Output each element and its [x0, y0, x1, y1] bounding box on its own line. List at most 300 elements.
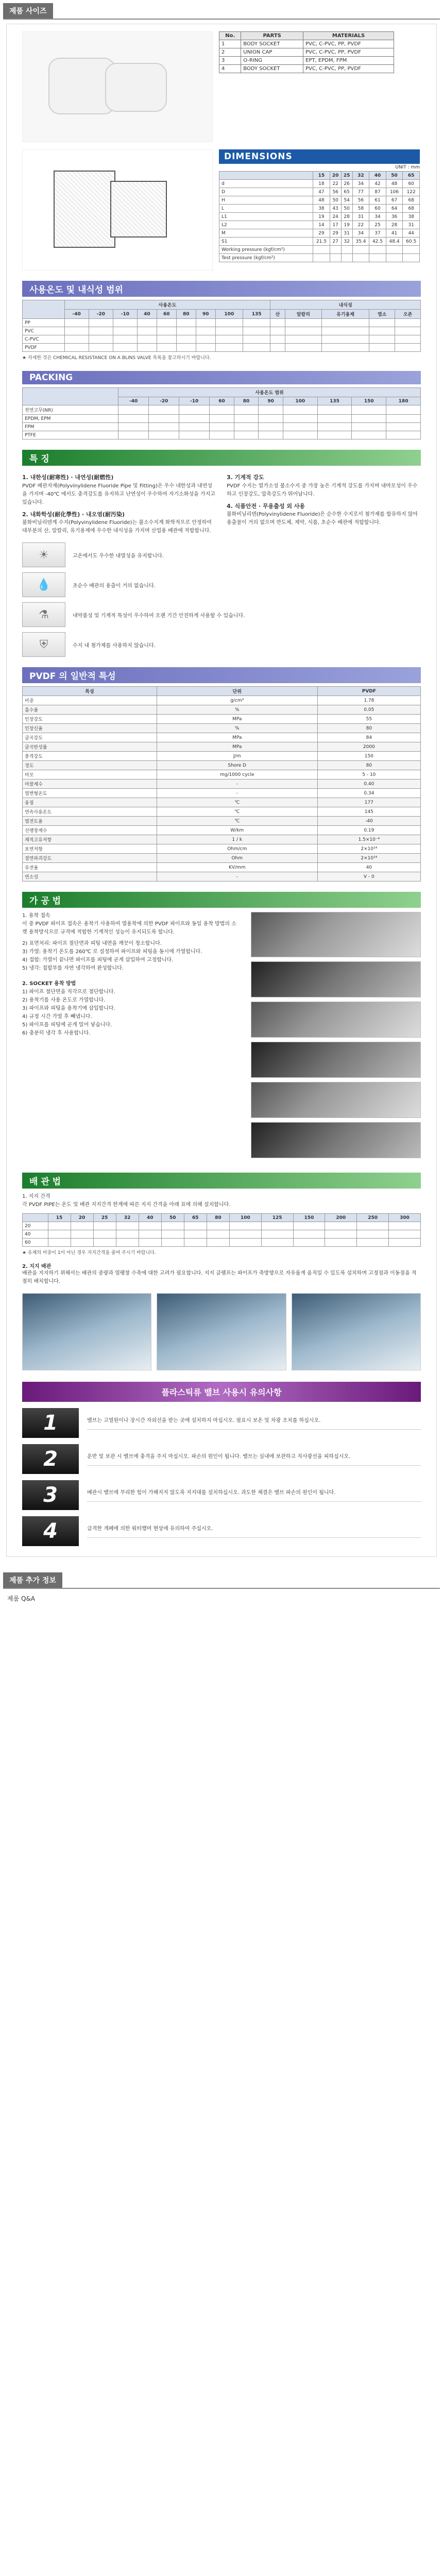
dim-row-label: H: [219, 196, 313, 205]
table-cell: [207, 1222, 229, 1230]
prop-name: 연소성: [23, 872, 157, 882]
table-cell: [395, 344, 421, 352]
table-cell: [330, 246, 341, 254]
packing-temp-col: 60: [210, 397, 234, 405]
table-cell: 48.4: [386, 238, 403, 246]
table-cell: [149, 415, 179, 423]
method-step: 2) 표면처리: 파이프 절단면과 피팅 내면을 깨끗이 청소합니다.: [22, 941, 162, 947]
socket-step: 6) 충분히 냉각 후 사용합니다.: [22, 1030, 91, 1037]
table-cell: [89, 344, 113, 352]
table-row: [23, 423, 421, 431]
table-cell: 34: [352, 180, 369, 188]
table-cell: [285, 319, 321, 327]
packing-temp-col: 90: [259, 397, 283, 405]
table-cell: [259, 415, 283, 423]
table-cell: [261, 1230, 293, 1239]
shield-icon: ⛨: [22, 632, 65, 657]
features-title: 특 징: [22, 450, 421, 466]
table-cell: [207, 1239, 229, 1247]
chemical-table: [22, 300, 421, 352]
table-cell: [118, 415, 149, 423]
table-cell: [352, 415, 386, 423]
methods-text: [22, 912, 241, 1162]
table-cell: [283, 431, 317, 439]
packing-temp-col: 80: [234, 397, 259, 405]
table-cell: [210, 405, 234, 415]
packing-material: PTFE: [23, 431, 118, 439]
table-cell: O-RING: [241, 57, 303, 65]
table-row: [23, 415, 421, 423]
pipe-col-temp: [23, 1214, 48, 1222]
feature-text: PVDF 수지는 열가소성 불소수지 중 가장 높은 기계적 강도를 가지며 내마모성이 우수하고 인장강도, 압축강도가 뛰어납니다.: [227, 483, 418, 497]
chem-material: C-PVC: [23, 335, 65, 344]
prop-value: 0.34: [317, 789, 420, 798]
table-cell: [113, 335, 137, 344]
table-cell: [395, 319, 421, 327]
table-cell: [89, 335, 113, 344]
table-row: [219, 254, 420, 262]
prop-name: 연속사용온도: [23, 807, 157, 817]
table-row: [23, 770, 421, 779]
table-cell: [283, 423, 317, 431]
pipe-size-header: 15: [48, 1214, 71, 1222]
table-cell: 3: [219, 57, 241, 65]
prop-unit: W/km: [157, 826, 317, 835]
prop-name: 융점: [23, 798, 157, 807]
table-cell: 35.4: [352, 238, 369, 246]
tab-extra-info[interactable]: 제품 추가 정보: [3, 1572, 62, 1588]
table-cell: [325, 1239, 357, 1247]
dim-size-header: 25: [341, 172, 352, 180]
pipe-clamp-photo: [157, 1293, 286, 1370]
table-cell: [196, 319, 215, 327]
pipe-size-header: 50: [161, 1214, 184, 1222]
table-cell: 22: [352, 221, 369, 229]
table-cell: 60.5: [403, 238, 420, 246]
table-cell: [341, 254, 352, 262]
table-row: [219, 221, 420, 229]
table-cell: [293, 1239, 325, 1247]
table-cell: [369, 335, 395, 344]
qna-link[interactable]: 제품 Q&A: [7, 1595, 36, 1603]
welding-step-photo: [251, 1042, 421, 1078]
packing-temp-col: -20: [149, 397, 179, 405]
prop-unit: mg/1000 cycle: [157, 770, 317, 779]
piping-section2-title: 2. 지지 배관: [22, 1264, 52, 1270]
table-cell: [196, 344, 215, 352]
methods-columns: [22, 912, 421, 1162]
pipe-size-header: 20: [71, 1214, 93, 1222]
number-2-icon: 2: [22, 1444, 79, 1474]
table-cell: [234, 415, 259, 423]
table-cell: [93, 1239, 116, 1247]
tab-rule: [3, 19, 440, 20]
table-row: [23, 344, 421, 352]
prop-value: 40: [317, 863, 420, 872]
table-cell: [325, 1230, 357, 1239]
table-cell: [321, 319, 369, 327]
table-cell: 31: [403, 221, 420, 229]
methods-title: 가 공 법: [22, 892, 421, 908]
features-col-right: [227, 470, 421, 535]
table-cell: 77: [352, 188, 369, 196]
caution-item: [22, 1408, 421, 1438]
feature-heading: 4. 식품안전 · 무용출성 외 사용: [227, 502, 305, 510]
pipe-size-header: 125: [261, 1214, 293, 1222]
prop-unit: -: [157, 789, 317, 798]
table-cell: [118, 431, 149, 439]
pipe-temp-label: 60: [23, 1239, 48, 1247]
table-cell: 19: [341, 221, 352, 229]
table-cell: [161, 1230, 184, 1239]
table-cell: [243, 335, 270, 344]
prop-value: 2×10¹⁴: [317, 844, 420, 854]
prop-unit: J/m: [157, 752, 317, 761]
table-cell: 31: [352, 213, 369, 221]
table-cell: PVC, C-PVC, PP, PVDF: [303, 40, 394, 48]
table-row: [23, 724, 421, 733]
table-cell: 36: [386, 213, 403, 221]
prop-unit: ℃: [157, 807, 317, 817]
chem-material: PVDF: [23, 344, 65, 352]
feature-text: 불화비닐리덴(Polyvinylidene Fluoride)은 순수한 수지로서 첨가제를 함유하지 않아 용출물이 거의 없으며 반도체, 제약, 식품, 초순수 배관에 적합합니다.: [227, 512, 418, 526]
properties-title: PVDF 의 일반적 특성: [22, 667, 421, 683]
table-cell: [352, 254, 369, 262]
table-row: [23, 798, 421, 807]
table-cell: 47: [313, 188, 330, 196]
packing-corner: [23, 388, 118, 405]
table-cell: [196, 327, 215, 335]
table-cell: [403, 254, 420, 262]
chem-resist-col: 염소: [369, 310, 395, 319]
table-cell: 68: [403, 205, 420, 213]
table-cell: [215, 319, 243, 327]
table-cell: [389, 1239, 421, 1247]
table-cell: 24: [330, 213, 341, 221]
table-cell: 37: [369, 229, 386, 238]
table-cell: 28: [341, 213, 352, 221]
table-cell: [386, 423, 421, 431]
prop-name: 마모: [23, 770, 157, 779]
pipe-size-header: 250: [357, 1214, 389, 1222]
table-cell: [261, 1239, 293, 1247]
prop-unit: MPa: [157, 715, 317, 724]
table-cell: [113, 319, 137, 327]
table-row: [23, 715, 421, 724]
feature-heading: 2. 내화학성(耐化學性) · 내오염(耐汚染): [22, 511, 125, 518]
table-cell: 22: [330, 180, 341, 188]
table-cell: 19: [313, 213, 330, 221]
number-4-icon: 4: [22, 1516, 79, 1546]
table-cell: [64, 344, 89, 352]
table-cell: 61: [369, 196, 386, 205]
table-cell: [149, 405, 179, 415]
table-cell: [71, 1230, 93, 1239]
table-cell: [113, 344, 137, 352]
table-cell: [176, 344, 196, 352]
table-cell: [317, 415, 352, 423]
table-row: [23, 431, 421, 439]
pipe-size-header: 100: [229, 1214, 261, 1222]
table-cell: 50: [330, 196, 341, 205]
table-cell: [137, 344, 157, 352]
table-cell: 56: [330, 188, 341, 196]
table-cell: UNION CAP: [241, 48, 303, 57]
table-cell: [352, 246, 369, 254]
prop-name: 마찰계수: [23, 779, 157, 789]
prop-unit: -: [157, 872, 317, 882]
table-row: [219, 65, 394, 73]
prop-value: 1.5×10⁻⁴: [317, 835, 420, 844]
socket-step: 3) 파이프와 피팅을 용착기에 삽입합니다.: [22, 1006, 115, 1012]
table-cell: [161, 1239, 184, 1247]
caution-item: [22, 1516, 421, 1546]
prop-value: 177: [317, 798, 420, 807]
dim-row-label: M: [219, 229, 313, 238]
table-cell: 43: [330, 205, 341, 213]
table-cell: [317, 431, 352, 439]
parts-table: [219, 31, 394, 73]
tab-rule: [3, 1588, 440, 1589]
table-cell: [176, 319, 196, 327]
table-cell: [234, 423, 259, 431]
prop-value: 1.78: [317, 696, 420, 705]
table-cell: [215, 327, 243, 335]
table-row: [219, 188, 420, 196]
diagram-cap: [110, 181, 167, 238]
prop-name: 유전율: [23, 863, 157, 872]
chemical-note: ★ 자세한 것은 CHEMICAL RESISTANCE ON A BLINS VALVE 목록을 참고하시기 바랍니다.: [22, 355, 211, 361]
table-cell: [283, 405, 317, 415]
table-cell: [341, 246, 352, 254]
socket-step: 1) 파이프 절단면을 직각으로 절단합니다.: [22, 989, 115, 995]
chem-temp-col: 100: [215, 310, 243, 319]
table-cell: [321, 327, 369, 335]
table-cell: [179, 415, 210, 423]
table-cell: [293, 1230, 325, 1239]
table-cell: 14: [313, 221, 330, 229]
pipe-size-header: 25: [93, 1214, 116, 1222]
feature-text: PVDF 배관자재(Polyvinylidene Fluoride Pipe 및 Fitting)은 우수 내한성과 내연성을 가지며 -40℃ 에서도 충격강도를 유지하고 난연성이 우수하여 자기소화성을 가지고 있습니다.: [22, 483, 215, 505]
table-cell: 54: [341, 196, 352, 205]
prop-unit: Ohm/cm: [157, 844, 317, 854]
table-cell: [137, 319, 157, 327]
table-cell: [352, 431, 386, 439]
table-cell: 42.5: [369, 238, 386, 246]
prop-unit: %: [157, 705, 317, 715]
pipe-size-header: 200: [325, 1214, 357, 1222]
pipe-size-header: 150: [293, 1214, 325, 1222]
table-cell: [386, 246, 403, 254]
table-cell: [139, 1239, 161, 1247]
table-row: [23, 1239, 421, 1247]
flask-icon: ⚗: [22, 602, 65, 627]
methods-photos: [251, 912, 421, 1162]
table-cell: 2: [219, 48, 241, 57]
table-cell: 41: [386, 229, 403, 238]
prop-name: 체적고유저항: [23, 835, 157, 844]
table-cell: [116, 1222, 139, 1230]
packing-temp-col: -10: [179, 397, 210, 405]
table-row: [23, 696, 421, 705]
cross-section-diagram: [22, 149, 213, 270]
table-cell: [270, 344, 285, 352]
table-cell: [243, 344, 270, 352]
table-cell: 28: [386, 221, 403, 229]
welding-step-photo: [251, 961, 421, 997]
table-cell: 48: [313, 196, 330, 205]
table-cell: [71, 1222, 93, 1230]
prop-unit: ℃: [157, 798, 317, 807]
parts-col-no: No.: [219, 32, 241, 40]
dim-size-header: 50: [386, 172, 403, 180]
feature-icon-line: [22, 572, 421, 597]
table-cell: 29: [330, 229, 341, 238]
pipe-photos: [22, 1293, 421, 1370]
prop-name: 인장강도: [23, 715, 157, 724]
chem-temp-col: -20: [89, 310, 113, 319]
chem-resist-col: 산: [270, 310, 285, 319]
table-cell: [113, 327, 137, 335]
table-cell: 32: [341, 238, 352, 246]
table-cell: 21.5: [313, 238, 330, 246]
table-row: [23, 742, 421, 752]
table-cell: 38: [403, 213, 420, 221]
chem-temp-col: 60: [157, 310, 176, 319]
feature-icon-line: [22, 543, 421, 567]
table-cell: [229, 1222, 261, 1230]
table-cell: [89, 327, 113, 335]
dim-row-label: L2: [219, 221, 313, 229]
table-cell: [389, 1230, 421, 1239]
pipe-size-header: 65: [184, 1214, 207, 1222]
table-cell: [330, 254, 341, 262]
prop-col-unit: 단위: [157, 687, 317, 696]
welding-step-photo: [251, 1082, 421, 1118]
packing-temp-col: 135: [317, 397, 352, 405]
packing-material: 천연고무(NR): [23, 405, 118, 415]
table-row: [23, 327, 421, 335]
table-row: [23, 844, 421, 854]
table-cell: [210, 415, 234, 423]
table-cell: [386, 415, 421, 423]
pipe-clamp-photo: [22, 1293, 151, 1370]
table-row: [23, 405, 421, 415]
diagram-body: [54, 171, 115, 248]
table-cell: [389, 1222, 421, 1230]
dim-size-header: 32: [352, 172, 369, 180]
table-cell: [118, 405, 149, 415]
prop-name: 충격강도: [23, 752, 157, 761]
dim-size-header: 40: [369, 172, 386, 180]
table-cell: BODY SOCKET: [241, 40, 303, 48]
table-row: [219, 196, 420, 205]
prop-value: -40: [317, 817, 420, 826]
packing-temp-header: 사용온도 범위: [118, 388, 421, 397]
prop-unit: 1 / k: [157, 835, 317, 844]
table-cell: [210, 431, 234, 439]
table-cell: 29: [313, 229, 330, 238]
table-cell: [285, 335, 321, 344]
feature-icons: [22, 543, 421, 657]
prop-value: 0.40: [317, 779, 420, 789]
table-cell: [243, 327, 270, 335]
table-cell: [137, 335, 157, 344]
table-cell: [395, 327, 421, 335]
prop-unit: ℃: [157, 817, 317, 826]
table-cell: [261, 1222, 293, 1230]
chem-temp-col: -10: [113, 310, 137, 319]
number-3-icon: 3: [22, 1480, 79, 1510]
pipe-temp-label: 20: [23, 1222, 48, 1230]
table-row: [23, 863, 421, 872]
table-cell: 4: [219, 65, 241, 73]
table-cell: 122: [403, 188, 420, 196]
prop-value: 0.05: [317, 705, 420, 715]
pipe-size-header: 40: [139, 1214, 161, 1222]
table-cell: [369, 319, 395, 327]
product-photo: [22, 31, 213, 142]
packing-temp-col: 150: [352, 397, 386, 405]
caution-text: 배관시 밸브에 무리한 힘이 가해지지 않도록 지지대를 설치하십시오. 과도한 체결은 밸브 파손의 원인이 됩니다.: [87, 1489, 421, 1502]
prop-col-name: 특성: [23, 687, 157, 696]
prop-name: 열변형온도: [23, 789, 157, 798]
table-row: [219, 213, 420, 221]
table-row: [23, 319, 421, 327]
table-cell: [116, 1230, 139, 1239]
tab-product-size[interactable]: 제품 사이즈: [3, 3, 53, 19]
table-cell: 65: [341, 188, 352, 196]
table-cell: [386, 254, 403, 262]
dim-size-header: 65: [403, 172, 420, 180]
dim-row-label: Working pressure (kgf/cm²): [219, 246, 313, 254]
table-row: [23, 733, 421, 742]
table-cell: [259, 423, 283, 431]
parts-table-wrap: [219, 31, 394, 142]
table-cell: [313, 254, 330, 262]
table-cell: [313, 246, 330, 254]
table-cell: [176, 335, 196, 344]
feature-icon-text: 내약품성 및 기계적 특성이 우수하여 오랜 기간 안전하게 사용할 수 있습니다.: [73, 613, 245, 619]
packing-table: [22, 387, 421, 439]
welding-step-photo: [251, 1002, 421, 1038]
table-cell: PVC, C-PVC, PP, PVDF: [303, 48, 394, 57]
table-cell: [283, 415, 317, 423]
prop-name: 경도: [23, 761, 157, 770]
feature-icon-line: [22, 602, 421, 627]
table-cell: [48, 1230, 71, 1239]
dim-row-label: L: [219, 205, 313, 213]
table-row: [23, 761, 421, 770]
features-col-left: [22, 470, 216, 535]
prop-name: 절연파괴강도: [23, 854, 157, 863]
packing-temp-col: 100: [283, 397, 317, 405]
table-cell: [270, 327, 285, 335]
table-cell: [352, 405, 386, 415]
table-cell: [325, 1222, 357, 1230]
table-row: [23, 854, 421, 863]
table-cell: 48: [386, 180, 403, 188]
heat-icon: ☀: [22, 543, 65, 567]
table-cell: [196, 335, 215, 344]
chem-temp-col: 135: [243, 310, 270, 319]
prop-name: 굴곡탄성률: [23, 742, 157, 752]
table-cell: 26: [341, 180, 352, 188]
pipe-clamp-photo: [292, 1293, 421, 1370]
prop-col-value: PVDF: [317, 687, 420, 696]
chem-resist-col: 알칼리: [285, 310, 321, 319]
table-cell: 25: [369, 221, 386, 229]
